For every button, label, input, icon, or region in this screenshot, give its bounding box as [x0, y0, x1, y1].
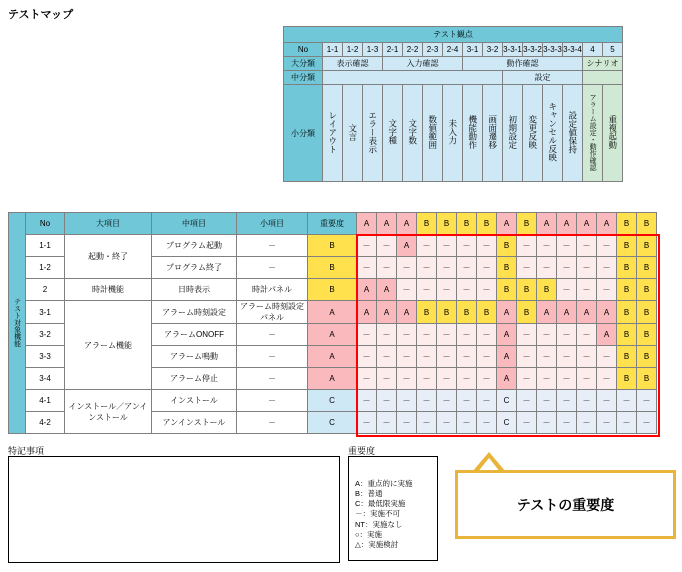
matrix-cell-importance: C [308, 412, 357, 434]
matrix-cell-value: － [417, 390, 437, 412]
viewpoint-major-group: 表示確認 [323, 57, 383, 71]
viewpoint-major-group: 入力確認 [383, 57, 463, 71]
matrix-cell-value: － [517, 346, 537, 368]
matrix-cell-value: A [597, 301, 617, 324]
matrix-cell-value: － [397, 346, 417, 368]
matrix-cell-value: B [417, 301, 437, 324]
matrix-cell-middle: アンインストール [152, 412, 237, 434]
matrix-cell-importance: C [308, 390, 357, 412]
matrix-cell-value: － [557, 235, 577, 257]
notes-label: 特記事項 [8, 446, 45, 456]
matrix-cell-value: － [597, 390, 617, 412]
viewpoint-minor-label: 画面遷移 [483, 85, 503, 182]
viewpoint-no-cell: 1-2 [343, 43, 363, 57]
matrix-cell-value: A [557, 301, 577, 324]
matrix-header-importance: 重要度 [308, 213, 357, 235]
matrix-cell-middle: プログラム終了 [152, 257, 237, 279]
matrix-cell-value: B [617, 279, 637, 301]
matrix-cell-value: － [577, 279, 597, 301]
matrix-header-weight: A [397, 213, 417, 235]
matrix-cell-value: － [477, 235, 497, 257]
matrix-cell-value: A [397, 301, 417, 324]
matrix-cell-minor: － [237, 368, 308, 390]
matrix-cell-value: A [357, 301, 377, 324]
viewpoint-middle-group [583, 71, 623, 85]
viewpoint-no-cell: 5 [603, 43, 623, 57]
matrix-cell-no: 2 [26, 279, 65, 301]
viewpoint-minor-label: レイアウト [323, 85, 343, 182]
matrix-cell-value: － [597, 235, 617, 257]
matrix-cell-value: － [557, 390, 577, 412]
table-row [9, 235, 657, 257]
viewpoint-no-cell: 3-3-4 [563, 43, 583, 57]
matrix-cell-value: A [497, 324, 517, 346]
matrix-cell-value: － [637, 412, 657, 434]
matrix-header-middle: 中項目 [152, 213, 237, 235]
matrix-header-weight: A [577, 213, 597, 235]
viewpoint-minor-label: 文言 [343, 85, 363, 182]
matrix-cell-value: － [517, 412, 537, 434]
matrix-cell-value: － [577, 346, 597, 368]
viewpoint-row-label-middle: 中分類 [284, 71, 323, 85]
matrix-cell-value: － [597, 346, 617, 368]
matrix-cell-value: B [517, 279, 537, 301]
matrix-cell-value: A [537, 301, 557, 324]
matrix-cell-value: A [577, 301, 597, 324]
matrix-cell-middle: アラーム鳴動 [152, 346, 237, 368]
matrix-cell-value: － [417, 368, 437, 390]
matrix-cell-value: － [477, 412, 497, 434]
legend-line: －：実施不可 [355, 509, 400, 519]
matrix-cell-minor: アラーム時刻設定パネル [237, 301, 308, 324]
matrix-cell-value: － [377, 346, 397, 368]
matrix-cell-value: － [357, 324, 377, 346]
matrix-cell-value: － [377, 235, 397, 257]
viewpoint-major-group: 動作確認 [463, 57, 583, 71]
matrix-cell-middle: プログラム起動 [152, 235, 237, 257]
viewpoint-no-cell: 2-1 [383, 43, 403, 57]
matrix-cell-no: 3-4 [26, 368, 65, 390]
matrix-cell-value: － [597, 279, 617, 301]
matrix-cell-minor: 時計パネル [237, 279, 308, 301]
matrix-cell-value: － [517, 257, 537, 279]
matrix-cell-value: － [377, 324, 397, 346]
viewpoint-no-cell: 2-3 [423, 43, 443, 57]
matrix-cell-value: － [357, 368, 377, 390]
viewpoint-title: テスト観点 [284, 27, 623, 43]
matrix-cell-value: － [437, 368, 457, 390]
matrix-cell-value: － [577, 235, 597, 257]
matrix-cell-value: － [537, 346, 557, 368]
matrix-cell-value: － [477, 324, 497, 346]
matrix-cell-value: － [377, 390, 397, 412]
matrix-cell-value: － [437, 235, 457, 257]
matrix-cell-value: － [577, 368, 597, 390]
matrix-cell-value: － [417, 257, 437, 279]
matrix-cell-value: － [397, 324, 417, 346]
matrix-cell-value: － [577, 257, 597, 279]
matrix-cell-minor: － [237, 390, 308, 412]
viewpoint-major-group: シナリオ [583, 57, 623, 71]
matrix-cell-value: － [537, 257, 557, 279]
matrix-header-weight: B [417, 213, 437, 235]
matrix-cell-value: － [417, 324, 437, 346]
matrix-cell-value: － [437, 324, 457, 346]
matrix-cell-value: － [557, 368, 577, 390]
matrix-cell-value: － [397, 257, 417, 279]
legend-line: NT：実施なし [355, 519, 403, 529]
matrix-cell-value: － [377, 257, 397, 279]
matrix-header-weight: A [357, 213, 377, 235]
viewpoint-minor-label: 機能動作 [463, 85, 483, 182]
matrix-cell-value: A [497, 301, 517, 324]
matrix-header-no: No [26, 213, 65, 235]
matrix-cell-value: B [517, 301, 537, 324]
matrix-cell-value: － [557, 257, 577, 279]
matrix-cell-value: － [597, 368, 617, 390]
matrix-cell-value: B [497, 235, 517, 257]
matrix-header-major: 大項目 [65, 213, 152, 235]
matrix-cell-value: B [617, 257, 637, 279]
matrix-cell-value: B [497, 257, 517, 279]
matrix-cell-value: － [437, 257, 457, 279]
matrix-cell-value: － [437, 412, 457, 434]
matrix-cell-importance: A [308, 301, 357, 324]
matrix-cell-value: B [537, 279, 557, 301]
matrix-cell-value: － [377, 368, 397, 390]
matrix-cell-value: － [417, 235, 437, 257]
viewpoint-minor-label: 変更反映 [523, 85, 543, 182]
legend-label: 重要度 [348, 446, 376, 456]
matrix-cell-value: － [397, 390, 417, 412]
viewpoint-row-label-no: No [284, 43, 323, 57]
viewpoint-middle-group: 設定 [503, 71, 583, 85]
matrix-cell-value: － [557, 412, 577, 434]
matrix-header-weight: B [517, 213, 537, 235]
viewpoint-minor-label: エラー表示 [363, 85, 383, 182]
matrix-cell-value: － [577, 412, 597, 434]
matrix-cell-no: 1-2 [26, 257, 65, 279]
matrix-cell-value: C [497, 390, 517, 412]
legend-line: △：実施検討 [355, 539, 399, 549]
matrix-cell-minor: － [237, 235, 308, 257]
matrix-cell-value: － [537, 390, 557, 412]
viewpoint-row-label-minor: 小分類 [284, 85, 323, 182]
matrix-cell-value: B [477, 301, 497, 324]
matrix-cell-value: － [557, 279, 577, 301]
page-title: テストマップ [8, 9, 74, 21]
matrix-cell-value: － [517, 324, 537, 346]
matrix-header-minor: 小項目 [237, 213, 308, 235]
matrix-header-weight: A [557, 213, 577, 235]
matrix-cell-value: － [517, 368, 537, 390]
matrix-cell-value: － [477, 368, 497, 390]
matrix-cell-no: 4-2 [26, 412, 65, 434]
table-row [9, 390, 657, 412]
matrix-cell-value: － [357, 412, 377, 434]
matrix-header-weight: B [637, 213, 657, 235]
matrix-header-weight: B [437, 213, 457, 235]
viewpoint-row-label-major: 大分類 [284, 57, 323, 71]
matrix-cell-value: － [597, 412, 617, 434]
matrix-cell-value: － [457, 279, 477, 301]
matrix-cell-value: － [477, 390, 497, 412]
matrix-header-weight: A [377, 213, 397, 235]
viewpoint-minor-label: 重複起動 [603, 85, 623, 182]
matrix-cell-value: － [557, 346, 577, 368]
matrix-cell-value: － [517, 390, 537, 412]
matrix-cell-value: B [637, 301, 657, 324]
matrix-cell-value: － [477, 279, 497, 301]
legend-line: A：重点的に実施 [355, 479, 413, 488]
matrix-header-weight: A [537, 213, 557, 235]
matrix-cell-value: B [637, 257, 657, 279]
matrix-cell-minor: － [237, 257, 308, 279]
matrix-cell-major: 起動・終了 [65, 235, 152, 279]
matrix-cell-minor: － [237, 346, 308, 368]
viewpoint-no-cell: 2-2 [403, 43, 423, 57]
matrix-cell-value: B [617, 301, 637, 324]
matrix-cell-value: C [497, 412, 517, 434]
matrix-cell-value: B [617, 324, 637, 346]
matrix-cell-importance: B [308, 279, 357, 301]
matrix-cell-no: 3-2 [26, 324, 65, 346]
matrix-cell-value: － [457, 346, 477, 368]
matrix-cell-minor: － [237, 324, 308, 346]
viewpoint-no-cell: 3-3-3 [543, 43, 563, 57]
matrix-cell-importance: A [308, 346, 357, 368]
matrix-cell-importance: A [308, 324, 357, 346]
matrix-cell-value: B [617, 346, 637, 368]
matrix-cell-value: B [617, 235, 637, 257]
matrix-cell-minor: － [237, 412, 308, 434]
matrix-cell-value: － [437, 279, 457, 301]
viewpoint-minor-label: 数値範囲 [423, 85, 443, 182]
viewpoint-minor-label: 文字数 [403, 85, 423, 182]
table-row [9, 301, 657, 324]
matrix-cell-value: － [617, 390, 637, 412]
viewpoint-no-cell: 3-1 [463, 43, 483, 57]
test-matrix-table [8, 212, 657, 434]
matrix-cell-value: A [377, 301, 397, 324]
matrix-cell-value: A [357, 279, 377, 301]
legend-line: ○：実施 [355, 529, 383, 539]
matrix-cell-value: － [517, 235, 537, 257]
viewpoint-no-cell: 3-3-1 [503, 43, 523, 57]
matrix-cell-value: － [557, 324, 577, 346]
matrix-cell-major: インストール／アンインストール [65, 390, 152, 434]
matrix-cell-value: A [497, 346, 517, 368]
matrix-cell-value: － [537, 324, 557, 346]
matrix-cell-major: 時計機能 [65, 279, 152, 301]
viewpoint-minor-label: 未入力 [443, 85, 463, 182]
viewpoint-minor-label: 文字種 [383, 85, 403, 182]
matrix-cell-value: － [437, 390, 457, 412]
matrix-cell-value: － [537, 235, 557, 257]
matrix-cell-value: B [637, 346, 657, 368]
matrix-cell-middle: インストール [152, 390, 237, 412]
matrix-header-weight: A [497, 213, 517, 235]
viewpoint-minor-label: アラーム設定・動作確認 [583, 85, 603, 182]
matrix-cell-no: 1-1 [26, 235, 65, 257]
matrix-cell-value: － [397, 412, 417, 434]
matrix-cell-value: A [497, 368, 517, 390]
matrix-header-weight: B [617, 213, 637, 235]
matrix-cell-value: B [497, 279, 517, 301]
matrix-cell-value: B [437, 301, 457, 324]
matrix-cell-value: B [617, 368, 637, 390]
matrix-cell-value: － [457, 412, 477, 434]
matrix-cell-value: － [457, 368, 477, 390]
viewpoint-no-cell: 1-1 [323, 43, 343, 57]
viewpoint-minor-label: 設定値保持 [563, 85, 583, 182]
matrix-cell-importance: B [308, 235, 357, 257]
matrix-cell-value: B [637, 235, 657, 257]
matrix-cell-major: アラーム機能 [65, 301, 152, 390]
matrix-cell-value: A [397, 235, 417, 257]
matrix-cell-value: － [637, 390, 657, 412]
matrix-cell-value: － [357, 257, 377, 279]
matrix-cell-middle: アラーム停止 [152, 368, 237, 390]
matrix-cell-value: － [417, 346, 437, 368]
matrix-cell-value: － [357, 235, 377, 257]
matrix-cell-value: － [597, 257, 617, 279]
matrix-header-weight: B [457, 213, 477, 235]
matrix-cell-value: － [397, 368, 417, 390]
matrix-cell-no: 4-1 [26, 390, 65, 412]
matrix-cell-value: － [477, 346, 497, 368]
matrix-cell-value: － [577, 390, 597, 412]
viewpoint-no-cell: 1-3 [363, 43, 383, 57]
matrix-cell-no: 3-3 [26, 346, 65, 368]
matrix-cell-middle: 日時表示 [152, 279, 237, 301]
matrix-cell-no: 3-1 [26, 301, 65, 324]
matrix-cell-middle: アラームONOFF [152, 324, 237, 346]
notes-box[interactable] [8, 456, 340, 563]
matrix-cell-value: B [637, 279, 657, 301]
matrix-cell-value: － [477, 257, 497, 279]
table-row [9, 279, 657, 301]
legend-line: C：最低限実施 [355, 499, 406, 509]
matrix-header-weight: B [477, 213, 497, 235]
matrix-cell-value: － [457, 257, 477, 279]
viewpoint-minor-label: 初期設定 [503, 85, 523, 182]
viewpoint-no-cell: 3-3-2 [523, 43, 543, 57]
matrix-cell-value: － [537, 368, 557, 390]
matrix-cell-value: － [357, 390, 377, 412]
test-viewpoint-header-table [283, 26, 623, 182]
viewpoint-middle-group [323, 71, 503, 85]
legend-line: B：普通 [355, 489, 383, 499]
viewpoint-no-cell: 2-4 [443, 43, 463, 57]
matrix-cell-importance: B [308, 257, 357, 279]
viewpoint-no-cell: 4 [583, 43, 603, 57]
matrix-cell-value: A [377, 279, 397, 301]
matrix-cell-value: － [457, 324, 477, 346]
matrix-cell-value: － [437, 346, 457, 368]
viewpoint-no-cell: 3-2 [483, 43, 503, 57]
matrix-cell-value: － [417, 279, 437, 301]
matrix-cell-value: － [537, 412, 557, 434]
matrix-cell-value: A [597, 324, 617, 346]
matrix-cell-value: － [357, 346, 377, 368]
matrix-cell-value: － [377, 412, 397, 434]
matrix-cell-value: － [577, 324, 597, 346]
matrix-cell-value: － [457, 235, 477, 257]
legend-box [348, 456, 438, 561]
matrix-header-weight: A [597, 213, 617, 235]
matrix-cell-value: B [637, 324, 657, 346]
matrix-cell-value: B [637, 368, 657, 390]
callout-box: テストの重要度 [455, 470, 676, 539]
matrix-side-label: テスト対象機能 [9, 213, 26, 434]
matrix-cell-value: － [417, 412, 437, 434]
matrix-cell-middle: アラーム時刻設定 [152, 301, 237, 324]
matrix-cell-value: － [457, 390, 477, 412]
viewpoint-minor-label: キャンセル反映 [543, 85, 563, 182]
matrix-cell-value: B [457, 301, 477, 324]
matrix-cell-value: － [617, 412, 637, 434]
matrix-cell-value: － [397, 279, 417, 301]
matrix-cell-importance: A [308, 368, 357, 390]
